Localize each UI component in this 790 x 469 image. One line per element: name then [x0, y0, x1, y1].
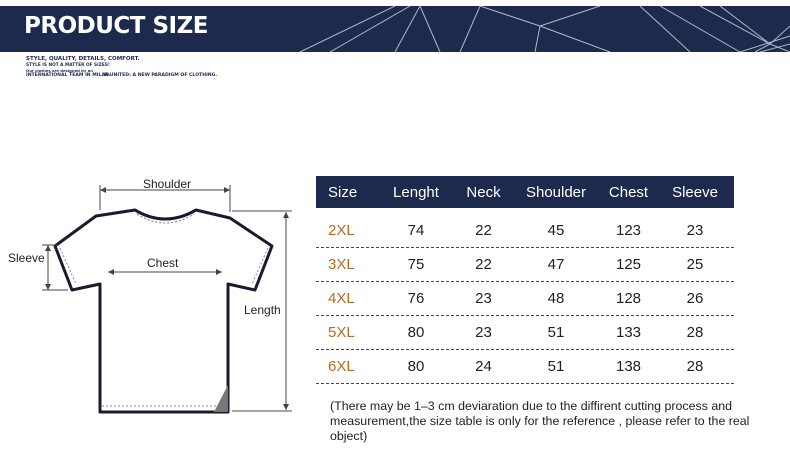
shoulder-cell: 48	[547, 290, 565, 307]
neck-cell: 22	[475, 222, 492, 239]
tagline-sub: STYLE IS NOT A MATTER OF SIZES!	[26, 63, 110, 68]
neck-cell: 22	[475, 256, 492, 273]
size-chart-table	[316, 176, 734, 384]
length-cell: 75	[407, 256, 425, 273]
tagline-designed: Our clothes are designed by an	[26, 68, 93, 73]
header-chest: Chest	[608, 183, 649, 201]
sleeve-cell: 28	[686, 324, 704, 341]
page-title: PRODUCT SIZE	[24, 13, 208, 39]
header-banner	[0, 6, 790, 52]
length-cell: 80	[407, 358, 425, 375]
tagline-paradigm: H-UNITED: A NEW PARADIGM OF CLOTHING.	[104, 73, 218, 78]
size-disclaimer-note: (There may be 1–3 cm deviaration due to the diffirent cutting process and measurement,the size table is only for the reference , please refer to the real object)	[330, 399, 750, 443]
chest-cell: 128	[615, 290, 642, 307]
table-row	[316, 350, 734, 384]
table-header	[316, 176, 734, 208]
table-row	[316, 214, 734, 248]
neck-cell: 23	[475, 324, 492, 341]
chest-cell: 138	[615, 358, 642, 375]
chest-cell: 133	[615, 324, 642, 341]
length-cell: 76	[407, 290, 425, 307]
size-cell: 4XL	[328, 290, 355, 307]
shoulder-cell: 51	[547, 358, 565, 375]
neck-cell: 23	[475, 290, 492, 307]
header-size: Size	[328, 183, 358, 201]
table-row	[316, 248, 734, 282]
header-sleeve: Sleeve	[672, 183, 718, 201]
header-length: Lenght	[393, 183, 439, 201]
length-cell: 80	[407, 324, 425, 341]
shoulder-cell: 47	[547, 256, 565, 273]
sleeve-cell: 25	[686, 256, 704, 273]
chest-cell: 125	[615, 256, 642, 273]
shoulder-label: Shoulder	[143, 177, 192, 191]
shoulder-cell: 51	[547, 324, 565, 341]
sleeve-label: Sleeve	[8, 251, 45, 265]
sleeve-cell: 26	[686, 290, 704, 307]
tagline-milan: INTERNATIONAL TEAM IN MILAN.	[26, 73, 111, 78]
tagline-main: STYLE, QUALITY, DETAILS, COMFORT.	[26, 56, 140, 62]
length-cell: 74	[407, 222, 425, 239]
neck-cell: 24	[475, 358, 492, 375]
table-row	[316, 282, 734, 316]
size-cell: 6XL	[328, 358, 355, 375]
table-row	[316, 316, 734, 350]
tshirt-outline-icon	[0, 170, 300, 420]
sleeve-cell: 28	[686, 358, 704, 375]
chest-cell: 123	[615, 222, 642, 239]
sleeve-cell: 23	[686, 222, 704, 239]
header-neck: Neck	[466, 183, 501, 201]
chest-label: Chest	[147, 256, 179, 270]
size-cell: 5XL	[328, 324, 355, 341]
size-cell: 3XL	[328, 256, 355, 273]
length-label: Length	[244, 303, 281, 317]
header-shoulder: Shoulder	[525, 183, 587, 201]
shoulder-cell: 45	[547, 222, 565, 239]
size-cell: 2XL	[328, 222, 355, 239]
tshirt-diagram	[0, 170, 300, 425]
